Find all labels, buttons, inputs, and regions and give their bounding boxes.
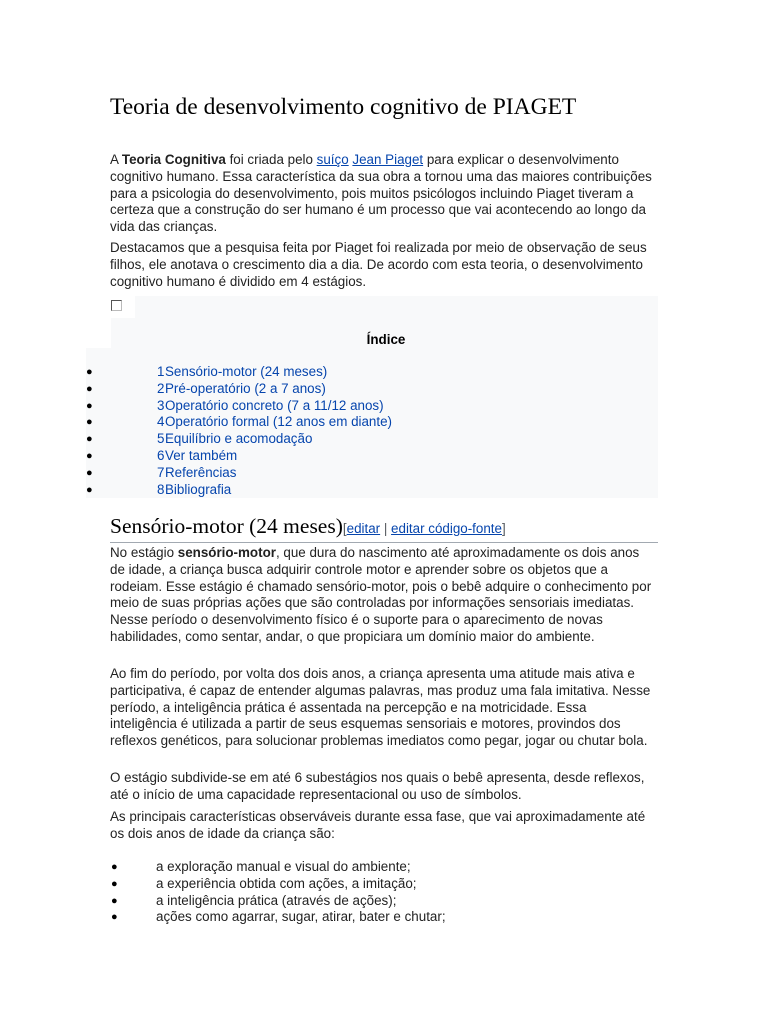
bullet-icon: ● xyxy=(86,483,93,496)
toc-item-label[interactable]: Sensório-motor (24 meses) xyxy=(165,364,328,379)
intro-text-a: A xyxy=(110,152,122,167)
bullet-icon: ● xyxy=(86,416,93,429)
list-item-text: ações como agarrar, sugar, atirar, bater e chutar; xyxy=(156,909,446,925)
intro-term-bold: Teoria Cognitiva xyxy=(121,152,226,167)
section-paragraph-3: O estágio subdivide-se em até 6 subestágios nos quais o bebê apresenta, desde reflexos, até o início de uma capacidade representacional ou uso de símbolos. xyxy=(110,770,645,802)
toc-item-number: 2 xyxy=(157,380,165,396)
section-term-bold: sensório-motor xyxy=(177,545,276,560)
bullet-icon: ● xyxy=(111,894,118,907)
toc-toggle-checkbox[interactable] xyxy=(111,300,122,311)
section-heading xyxy=(110,512,658,543)
bullet-icon: ● xyxy=(86,466,93,479)
toc-item-number: 5 xyxy=(157,431,165,447)
link-suico[interactable]: suíço xyxy=(316,152,349,167)
toc-item-label[interactable]: Operatório formal (12 anos em diante) xyxy=(165,414,393,430)
edit-section-links xyxy=(343,521,506,536)
toc-item-number: 1 xyxy=(157,364,165,379)
toc-item-number: 4 xyxy=(157,414,165,430)
intro-text-e: para explicar o desenvolvimento cognitivo humano. Essa característica da sua obra a tornou uma das maiores contribuições para a psicologia do desenvolvimento, pois muitos psicólogos incluindo Piaget tiveram a certeza que a construção do ser humano é um processo que vai acontecendo ao longo da vida das crianças. xyxy=(110,152,652,235)
section-title: Sensório-motor (24 meses) xyxy=(110,514,343,538)
toc-item-label[interactable]: Pré-operatório (2 a 7 anos) xyxy=(165,380,326,396)
toc-item-label[interactable]: Referências xyxy=(165,464,237,480)
toc-item-number: 6 xyxy=(157,447,165,463)
edit-bracket-close: ] xyxy=(501,521,506,536)
page-title: Teoria de desenvolvimento cognitivo de PIAGET xyxy=(110,94,577,120)
edit-separator: | xyxy=(380,521,392,536)
bullet-icon: ● xyxy=(86,399,93,412)
toc-title: Índice xyxy=(366,332,406,347)
toc-item-number: 3 xyxy=(157,397,165,413)
bullet-icon: ● xyxy=(86,366,93,378)
intro-text-c: foi criada pelo xyxy=(225,152,317,167)
bullet-icon: ● xyxy=(86,449,93,462)
list-item-text: a inteligência prática (através de ações); xyxy=(156,892,397,908)
section-text-a: No estágio xyxy=(110,545,178,560)
section-paragraph-1 xyxy=(110,545,655,646)
intro-paragraph-1 xyxy=(110,152,655,236)
section-text-c: , que dura do nascimento até aproximadamente os dois anos de idade, a criança busca adquirir controle motor e aprender sobre os objetos que a rodeiam. Esse estágio é chamado sensório-motor, pois o bebê adquire o conhecimento por meio de suas próprias ações que são controladas por informações sensoriais imediatas. Nesse período o desenvolvimento físico é o suporte para o aparecimento de novas habilidades, como sentar, andar, o que propiciara um domínio maior do ambiente. xyxy=(110,545,652,644)
edit-link[interactable]: editar xyxy=(346,521,381,536)
bullet-icon: ● xyxy=(86,382,93,395)
edit-source-link[interactable]: editar código-fonte xyxy=(391,521,502,536)
toc-item-number: 7 xyxy=(157,464,165,480)
toc-item-label[interactable]: Operatório concreto (7 a 11/12 anos) xyxy=(165,397,384,413)
toc-item-label[interactable]: Bibliografia xyxy=(165,481,232,497)
bullet-icon: ● xyxy=(111,861,118,873)
list-item-text: a experiência obtida com ações, a imitação; xyxy=(156,875,417,891)
toc-item-number: 8 xyxy=(157,481,165,497)
bullet-icon: ● xyxy=(86,433,93,446)
toc-item-label[interactable]: Equilíbrio e acomodação xyxy=(165,431,313,447)
section-paragraph-2: Ao fim do período, por volta dos dois anos, a criança apresenta uma atitude mais ativa e participativa, é capaz de entender algumas palavras, mas produz uma fala imitativa. Nesse período, a inteligência prática é assentada na percepção e na motricidade. Essa inteligência é utilizada a partir de seus esquemas sensoriais e motores, provindos dos reflexos genéticos, para solucionar problemas imediatos como pegar, jogar ou chutar bola. xyxy=(110,666,651,749)
bullet-icon: ● xyxy=(111,877,118,890)
intro-paragraph-2: Destacamos que a pesquisa feita por Piaget foi realizada por meio de observação de seus filhos, ele anotava o crescimento dia a dia. De acordo com esta teoria, o desenvolvimento cognitivo humano é dividido em 4 estágios. xyxy=(110,240,647,289)
section-paragraph-4: As principais características observáveis durante essa fase, que vai aproximadamente até os dois anos de idade da criança são: xyxy=(110,809,646,841)
edit-bracket-open: [ xyxy=(342,521,347,536)
link-jean-piaget[interactable]: Jean Piaget xyxy=(352,152,424,167)
bullet-icon: ● xyxy=(111,911,118,924)
list-item-text: a exploração manual e visual do ambiente; xyxy=(156,859,411,874)
toc-item-label[interactable]: Ver também xyxy=(165,447,238,463)
